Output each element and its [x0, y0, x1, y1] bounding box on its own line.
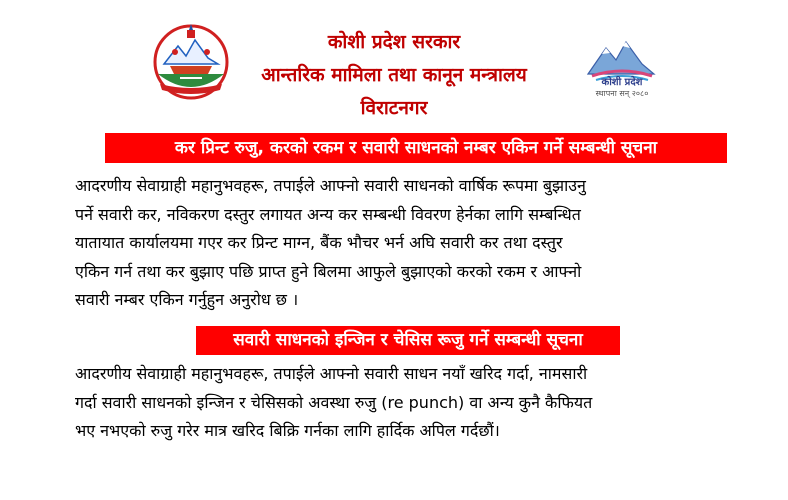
notice-line: पर्ने सवारी कर, नविकरण दस्तुर लगायत अन्य कर सम्बन्धी विवरण हेर्नका लागि सम्बन्धित [75, 204, 581, 224]
notice-line: गर्दा सवारी साधनको इन्जिन र चेसिसको अवस्था रुजु (re punch) वा अन्य कुनै कैफियत [75, 392, 593, 412]
notice-line: आदरणीय सेवाग्राही महानुभवहरू, तपाईले आफ्नो सवारी साधनको वार्षिक रूपमा बुझाउनु [75, 176, 586, 195]
notice-line: यातायात कार्यालयमा गएर कर प्रिन्ट माग्न, बैंक भौचर भर्न अघि सवारी कर तथा दस्तुर [75, 233, 563, 252]
logo-title: कोशी प्रदेश [601, 77, 643, 88]
notice-line: सवारी नम्बर एकिन गर्नुहुन अनुरोध छ । [75, 290, 299, 309]
koshi-province-logo [572, 30, 672, 110]
notice-line: आदरणीय सेवाग्राही महानुभवहरू, तपाईले आफ्नो सवारी साधन नयाँ खरिद गर्दा, नामसारी [75, 364, 588, 383]
notice-title-engine-chassis: सवारी साधनको इन्जिन र चेसिस रूजु गर्ने सम्बन्धी सूचना [196, 326, 620, 355]
logo-subtitle: स्थापना सन् २०८० [595, 89, 649, 98]
notice-body-tax [75, 172, 725, 315]
notice-line: एकिन गर्न तथा कर बुझाए पछि प्राप्त हुने बिलमा आफुले बुझाएको करको रकम र आफ्नो [75, 261, 582, 281]
notice-title-tax: कर प्रिन्ट रुजु, करको रकम र सवारी साधनको नम्बर एकिन गर्ने सम्बन्धी सूचना [105, 133, 727, 163]
ministry-name: आन्तरिक मामिला तथा कानून मन्त्रालय [261, 64, 527, 86]
letterhead [0, 0, 788, 125]
notice-line: भए नभएको रुजु गरेर मात्र खरिद बिक्रि गर्नका लागि हार्दिक अपिल गर्दछौं। [75, 421, 500, 440]
government-name: कोशी प्रदेश सरकार [327, 31, 461, 53]
city-name: विराटनगर [360, 97, 428, 119]
notice-body-engine-chassis [75, 360, 725, 446]
